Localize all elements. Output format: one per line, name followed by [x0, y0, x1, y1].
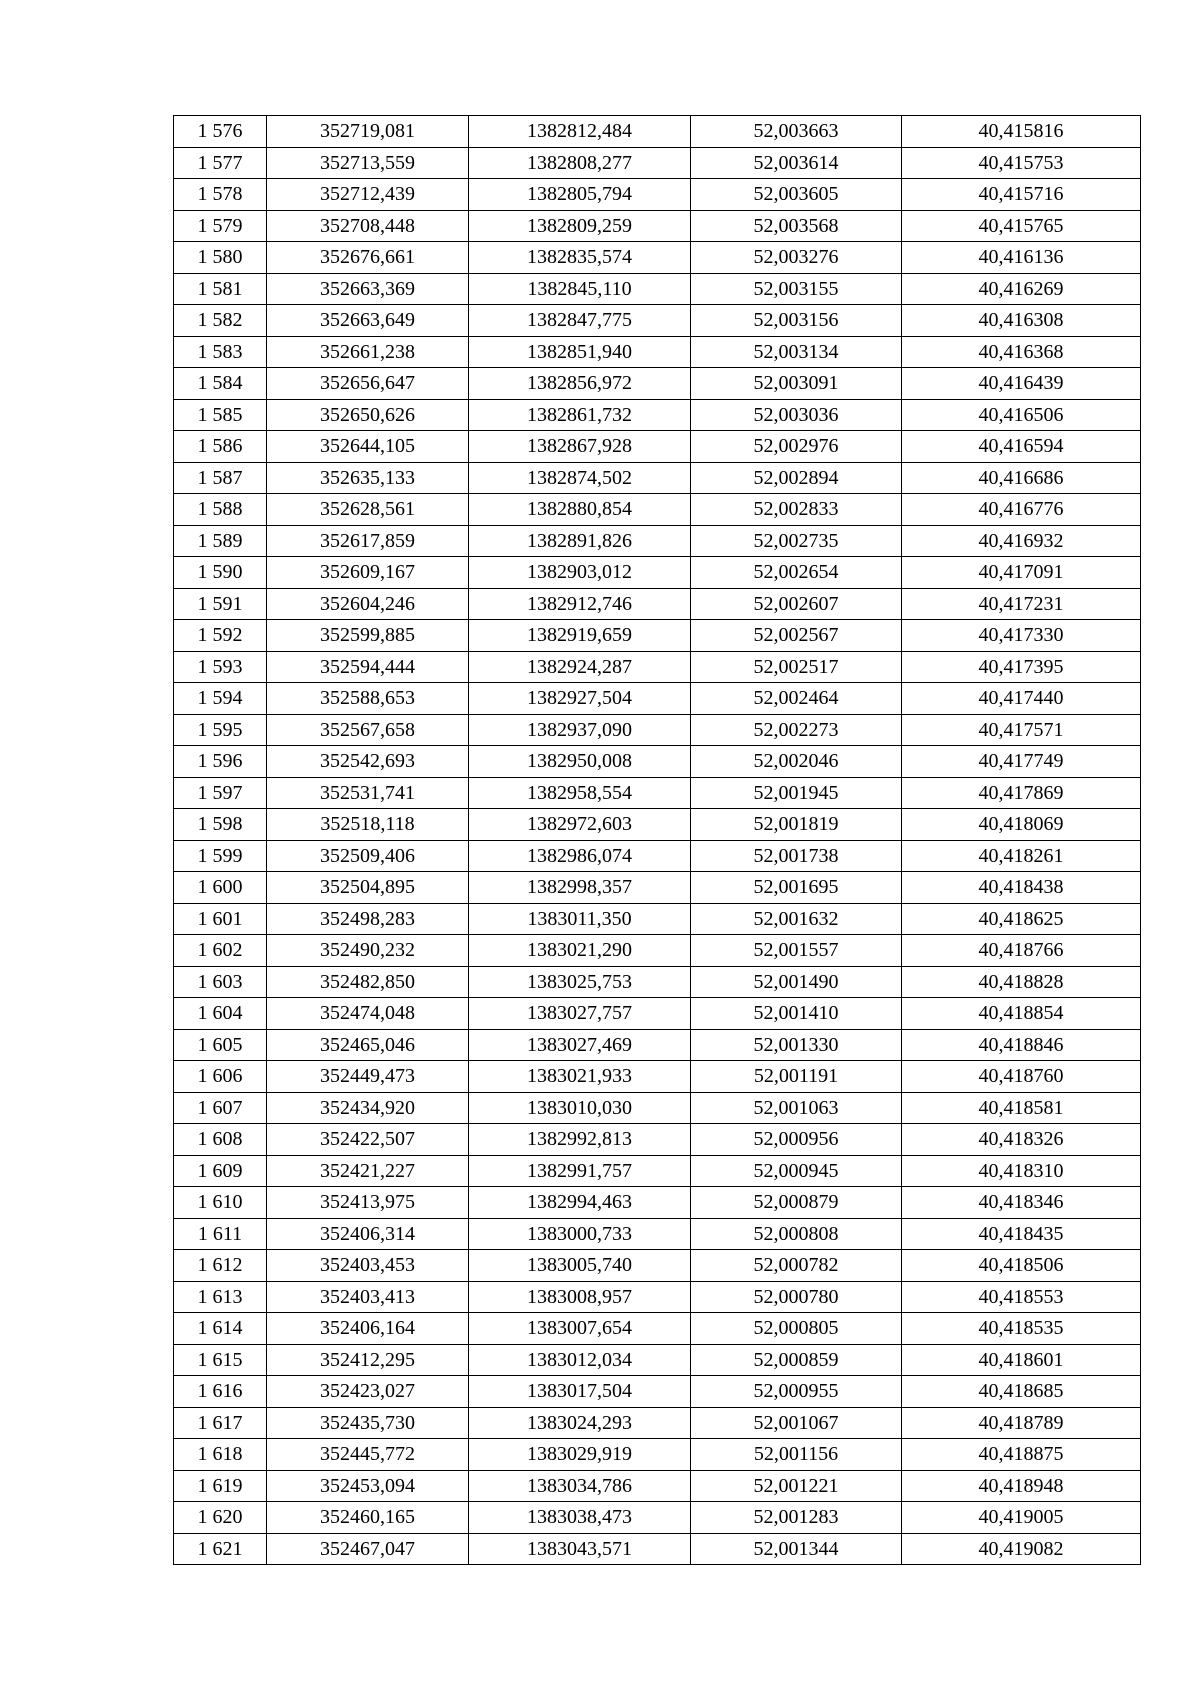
y-coordinate-cell: 1382994,463: [469, 1187, 691, 1219]
point-number-cell: 1 592: [174, 620, 267, 652]
longitude-cell: 40,416136: [902, 242, 1141, 274]
latitude-cell: 52,000859: [691, 1344, 902, 1376]
y-coordinate-cell: 1383027,757: [469, 998, 691, 1030]
y-coordinate-cell: 1382835,574: [469, 242, 691, 274]
latitude-cell: 52,001490: [691, 966, 902, 998]
y-coordinate-cell: 1383038,473: [469, 1502, 691, 1534]
table-row: [174, 210, 1141, 242]
table-row: [174, 1092, 1141, 1124]
longitude-cell: 40,418854: [902, 998, 1141, 1030]
point-number-cell: 1 579: [174, 210, 267, 242]
y-coordinate-cell: 1383005,740: [469, 1250, 691, 1282]
y-coordinate-cell: 1382812,484: [469, 116, 691, 148]
y-coordinate-cell: 1382867,928: [469, 431, 691, 463]
longitude-cell: 40,418828: [902, 966, 1141, 998]
latitude-cell: 52,000780: [691, 1281, 902, 1313]
table-row: [174, 1407, 1141, 1439]
point-number-cell: 1 596: [174, 746, 267, 778]
point-number-cell: 1 605: [174, 1029, 267, 1061]
x-coordinate-cell: 352435,730: [267, 1407, 469, 1439]
y-coordinate-cell: 1382986,074: [469, 840, 691, 872]
x-coordinate-cell: 352542,693: [267, 746, 469, 778]
x-coordinate-cell: 352406,164: [267, 1313, 469, 1345]
longitude-cell: 40,419082: [902, 1533, 1141, 1565]
point-number-cell: 1 578: [174, 179, 267, 211]
longitude-cell: 40,418326: [902, 1124, 1141, 1156]
y-coordinate-cell: 1382845,110: [469, 273, 691, 305]
x-coordinate-cell: 352421,227: [267, 1155, 469, 1187]
latitude-cell: 52,000956: [691, 1124, 902, 1156]
y-coordinate-cell: 1382927,504: [469, 683, 691, 715]
x-coordinate-cell: 352518,118: [267, 809, 469, 841]
point-number-cell: 1 603: [174, 966, 267, 998]
x-coordinate-cell: 352635,133: [267, 462, 469, 494]
point-number-cell: 1 590: [174, 557, 267, 589]
x-coordinate-cell: 352628,561: [267, 494, 469, 526]
x-coordinate-cell: 352712,439: [267, 179, 469, 211]
latitude-cell: 52,001344: [691, 1533, 902, 1565]
x-coordinate-cell: 352467,047: [267, 1533, 469, 1565]
point-number-cell: 1 600: [174, 872, 267, 904]
table-row: [174, 147, 1141, 179]
table-row: [174, 116, 1141, 148]
latitude-cell: 52,002654: [691, 557, 902, 589]
latitude-cell: 52,001632: [691, 903, 902, 935]
y-coordinate-cell: 1383024,293: [469, 1407, 691, 1439]
table-row: [174, 1250, 1141, 1282]
point-number-cell: 1 620: [174, 1502, 267, 1534]
table-row: [174, 620, 1141, 652]
table-row: [174, 179, 1141, 211]
latitude-cell: 52,003276: [691, 242, 902, 274]
latitude-cell: 52,001695: [691, 872, 902, 904]
y-coordinate-cell: 1382912,746: [469, 588, 691, 620]
table-row: [174, 1029, 1141, 1061]
x-coordinate-cell: 352413,975: [267, 1187, 469, 1219]
x-coordinate-cell: 352423,027: [267, 1376, 469, 1408]
longitude-cell: 40,418766: [902, 935, 1141, 967]
longitude-cell: 40,418069: [902, 809, 1141, 841]
longitude-cell: 40,418553: [902, 1281, 1141, 1313]
longitude-cell: 40,417231: [902, 588, 1141, 620]
point-number-cell: 1 585: [174, 399, 267, 431]
latitude-cell: 52,001156: [691, 1439, 902, 1471]
longitude-cell: 40,417330: [902, 620, 1141, 652]
x-coordinate-cell: 352713,559: [267, 147, 469, 179]
latitude-cell: 52,002607: [691, 588, 902, 620]
y-coordinate-cell: 1383021,290: [469, 935, 691, 967]
latitude-cell: 52,003663: [691, 116, 902, 148]
point-number-cell: 1 576: [174, 116, 267, 148]
point-number-cell: 1 587: [174, 462, 267, 494]
latitude-cell: 52,002567: [691, 620, 902, 652]
coordinates-table: [173, 115, 1141, 1565]
y-coordinate-cell: 1382847,775: [469, 305, 691, 337]
table-row: [174, 1344, 1141, 1376]
x-coordinate-cell: 352617,859: [267, 525, 469, 557]
y-coordinate-cell: 1382891,826: [469, 525, 691, 557]
y-coordinate-cell: 1382950,008: [469, 746, 691, 778]
point-number-cell: 1 584: [174, 368, 267, 400]
table-row: [174, 1502, 1141, 1534]
point-number-cell: 1 612: [174, 1250, 267, 1282]
point-number-cell: 1 608: [174, 1124, 267, 1156]
table-row: [174, 525, 1141, 557]
latitude-cell: 52,002976: [691, 431, 902, 463]
y-coordinate-cell: 1382809,259: [469, 210, 691, 242]
y-coordinate-cell: 1383043,571: [469, 1533, 691, 1565]
point-number-cell: 1 599: [174, 840, 267, 872]
table-row: [174, 1470, 1141, 1502]
x-coordinate-cell: 352445,772: [267, 1439, 469, 1471]
y-coordinate-cell: 1382856,972: [469, 368, 691, 400]
longitude-cell: 40,416368: [902, 336, 1141, 368]
longitude-cell: 40,416506: [902, 399, 1141, 431]
longitude-cell: 40,417091: [902, 557, 1141, 589]
table-row: [174, 840, 1141, 872]
x-coordinate-cell: 352509,406: [267, 840, 469, 872]
y-coordinate-cell: 1383008,957: [469, 1281, 691, 1313]
latitude-cell: 52,002464: [691, 683, 902, 715]
coordinates-table-body: [174, 116, 1141, 1565]
y-coordinate-cell: 1383021,933: [469, 1061, 691, 1093]
longitude-cell: 40,418846: [902, 1029, 1141, 1061]
table-row: [174, 1218, 1141, 1250]
point-number-cell: 1 589: [174, 525, 267, 557]
longitude-cell: 40,417395: [902, 651, 1141, 683]
longitude-cell: 40,416269: [902, 273, 1141, 305]
table-row: [174, 746, 1141, 778]
point-number-cell: 1 582: [174, 305, 267, 337]
table-row: [174, 336, 1141, 368]
y-coordinate-cell: 1382805,794: [469, 179, 691, 211]
longitude-cell: 40,418875: [902, 1439, 1141, 1471]
latitude-cell: 52,001945: [691, 777, 902, 809]
latitude-cell: 52,002894: [691, 462, 902, 494]
table-row: [174, 1124, 1141, 1156]
table-row: [174, 1313, 1141, 1345]
table-row: [174, 588, 1141, 620]
y-coordinate-cell: 1382958,554: [469, 777, 691, 809]
table-row: [174, 305, 1141, 337]
x-coordinate-cell: 352403,413: [267, 1281, 469, 1313]
point-number-cell: 1 591: [174, 588, 267, 620]
point-number-cell: 1 610: [174, 1187, 267, 1219]
y-coordinate-cell: 1382972,603: [469, 809, 691, 841]
x-coordinate-cell: 352676,661: [267, 242, 469, 274]
latitude-cell: 52,001819: [691, 809, 902, 841]
table-row: [174, 399, 1141, 431]
table-row: [174, 242, 1141, 274]
y-coordinate-cell: 1383007,654: [469, 1313, 691, 1345]
x-coordinate-cell: 352567,658: [267, 714, 469, 746]
latitude-cell: 52,000782: [691, 1250, 902, 1282]
table-row: [174, 872, 1141, 904]
y-coordinate-cell: 1382919,659: [469, 620, 691, 652]
x-coordinate-cell: 352599,885: [267, 620, 469, 652]
latitude-cell: 52,000945: [691, 1155, 902, 1187]
longitude-cell: 40,417571: [902, 714, 1141, 746]
x-coordinate-cell: 352650,626: [267, 399, 469, 431]
y-coordinate-cell: 1382937,090: [469, 714, 691, 746]
latitude-cell: 52,003605: [691, 179, 902, 211]
point-number-cell: 1 609: [174, 1155, 267, 1187]
longitude-cell: 40,418601: [902, 1344, 1141, 1376]
y-coordinate-cell: 1382851,940: [469, 336, 691, 368]
latitude-cell: 52,002273: [691, 714, 902, 746]
point-number-cell: 1 595: [174, 714, 267, 746]
latitude-cell: 52,003156: [691, 305, 902, 337]
y-coordinate-cell: 1383012,034: [469, 1344, 691, 1376]
latitude-cell: 52,000805: [691, 1313, 902, 1345]
y-coordinate-cell: 1383034,786: [469, 1470, 691, 1502]
longitude-cell: 40,415753: [902, 147, 1141, 179]
point-number-cell: 1 580: [174, 242, 267, 274]
longitude-cell: 40,416439: [902, 368, 1141, 400]
y-coordinate-cell: 1382903,012: [469, 557, 691, 589]
point-number-cell: 1 617: [174, 1407, 267, 1439]
point-number-cell: 1 606: [174, 1061, 267, 1093]
x-coordinate-cell: 352708,448: [267, 210, 469, 242]
latitude-cell: 52,001738: [691, 840, 902, 872]
x-coordinate-cell: 352594,444: [267, 651, 469, 683]
latitude-cell: 52,002735: [691, 525, 902, 557]
table-row: [174, 1187, 1141, 1219]
point-number-cell: 1 583: [174, 336, 267, 368]
x-coordinate-cell: 352412,295: [267, 1344, 469, 1376]
x-coordinate-cell: 352474,048: [267, 998, 469, 1030]
point-number-cell: 1 581: [174, 273, 267, 305]
x-coordinate-cell: 352719,081: [267, 116, 469, 148]
latitude-cell: 52,003091: [691, 368, 902, 400]
latitude-cell: 52,001067: [691, 1407, 902, 1439]
latitude-cell: 52,001221: [691, 1470, 902, 1502]
longitude-cell: 40,418435: [902, 1218, 1141, 1250]
longitude-cell: 40,417749: [902, 746, 1141, 778]
longitude-cell: 40,415716: [902, 179, 1141, 211]
table-row: [174, 651, 1141, 683]
latitude-cell: 52,001557: [691, 935, 902, 967]
y-coordinate-cell: 1383011,350: [469, 903, 691, 935]
latitude-cell: 52,000808: [691, 1218, 902, 1250]
latitude-cell: 52,002046: [691, 746, 902, 778]
x-coordinate-cell: 352644,105: [267, 431, 469, 463]
table-row: [174, 431, 1141, 463]
y-coordinate-cell: 1382880,854: [469, 494, 691, 526]
longitude-cell: 40,418535: [902, 1313, 1141, 1345]
table-row: [174, 1533, 1141, 1565]
table-row: [174, 273, 1141, 305]
latitude-cell: 52,003155: [691, 273, 902, 305]
longitude-cell: 40,416932: [902, 525, 1141, 557]
latitude-cell: 52,002833: [691, 494, 902, 526]
longitude-cell: 40,418438: [902, 872, 1141, 904]
longitude-cell: 40,419005: [902, 1502, 1141, 1534]
latitude-cell: 52,001191: [691, 1061, 902, 1093]
latitude-cell: 52,001063: [691, 1092, 902, 1124]
point-number-cell: 1 604: [174, 998, 267, 1030]
table-row: [174, 714, 1141, 746]
y-coordinate-cell: 1383017,504: [469, 1376, 691, 1408]
latitude-cell: 52,001283: [691, 1502, 902, 1534]
longitude-cell: 40,416308: [902, 305, 1141, 337]
table-row: [174, 1439, 1141, 1471]
x-coordinate-cell: 352422,507: [267, 1124, 469, 1156]
y-coordinate-cell: 1382924,287: [469, 651, 691, 683]
longitude-cell: 40,418625: [902, 903, 1141, 935]
point-number-cell: 1 598: [174, 809, 267, 841]
y-coordinate-cell: 1382874,502: [469, 462, 691, 494]
longitude-cell: 40,418685: [902, 1376, 1141, 1408]
point-number-cell: 1 601: [174, 903, 267, 935]
longitude-cell: 40,418948: [902, 1470, 1141, 1502]
x-coordinate-cell: 352498,283: [267, 903, 469, 935]
point-number-cell: 1 614: [174, 1313, 267, 1345]
latitude-cell: 52,000879: [691, 1187, 902, 1219]
table-row: [174, 777, 1141, 809]
y-coordinate-cell: 1383010,030: [469, 1092, 691, 1124]
point-number-cell: 1 602: [174, 935, 267, 967]
point-number-cell: 1 619: [174, 1470, 267, 1502]
x-coordinate-cell: 352406,314: [267, 1218, 469, 1250]
x-coordinate-cell: 352434,920: [267, 1092, 469, 1124]
y-coordinate-cell: 1382861,732: [469, 399, 691, 431]
point-number-cell: 1 594: [174, 683, 267, 715]
y-coordinate-cell: 1383027,469: [469, 1029, 691, 1061]
longitude-cell: 40,417869: [902, 777, 1141, 809]
x-coordinate-cell: 352504,895: [267, 872, 469, 904]
point-number-cell: 1 593: [174, 651, 267, 683]
table-row: [174, 903, 1141, 935]
y-coordinate-cell: 1382992,813: [469, 1124, 691, 1156]
x-coordinate-cell: 352460,165: [267, 1502, 469, 1534]
x-coordinate-cell: 352663,649: [267, 305, 469, 337]
x-coordinate-cell: 352531,741: [267, 777, 469, 809]
point-number-cell: 1 615: [174, 1344, 267, 1376]
point-number-cell: 1 597: [174, 777, 267, 809]
y-coordinate-cell: 1382998,357: [469, 872, 691, 904]
table-row: [174, 494, 1141, 526]
y-coordinate-cell: 1383025,753: [469, 966, 691, 998]
latitude-cell: 52,003134: [691, 336, 902, 368]
table-row: [174, 998, 1141, 1030]
x-coordinate-cell: 352403,453: [267, 1250, 469, 1282]
x-coordinate-cell: 352661,238: [267, 336, 469, 368]
x-coordinate-cell: 352449,473: [267, 1061, 469, 1093]
longitude-cell: 40,418346: [902, 1187, 1141, 1219]
table-row: [174, 1281, 1141, 1313]
x-coordinate-cell: 352482,850: [267, 966, 469, 998]
point-number-cell: 1 588: [174, 494, 267, 526]
point-number-cell: 1 613: [174, 1281, 267, 1313]
longitude-cell: 40,418506: [902, 1250, 1141, 1282]
x-coordinate-cell: 352609,167: [267, 557, 469, 589]
table-row: [174, 1376, 1141, 1408]
y-coordinate-cell: 1382808,277: [469, 147, 691, 179]
latitude-cell: 52,001330: [691, 1029, 902, 1061]
longitude-cell: 40,416686: [902, 462, 1141, 494]
y-coordinate-cell: 1383029,919: [469, 1439, 691, 1471]
latitude-cell: 52,000955: [691, 1376, 902, 1408]
x-coordinate-cell: 352465,046: [267, 1029, 469, 1061]
point-number-cell: 1 586: [174, 431, 267, 463]
table-row: [174, 683, 1141, 715]
point-number-cell: 1 621: [174, 1533, 267, 1565]
x-coordinate-cell: 352656,647: [267, 368, 469, 400]
latitude-cell: 52,002517: [691, 651, 902, 683]
x-coordinate-cell: 352604,246: [267, 588, 469, 620]
table-row: [174, 557, 1141, 589]
longitude-cell: 40,416594: [902, 431, 1141, 463]
latitude-cell: 52,001410: [691, 998, 902, 1030]
y-coordinate-cell: 1383000,733: [469, 1218, 691, 1250]
x-coordinate-cell: 352663,369: [267, 273, 469, 305]
x-coordinate-cell: 352490,232: [267, 935, 469, 967]
longitude-cell: 40,418310: [902, 1155, 1141, 1187]
y-coordinate-cell: 1382991,757: [469, 1155, 691, 1187]
table-row: [174, 935, 1141, 967]
table-row: [174, 966, 1141, 998]
longitude-cell: 40,418261: [902, 840, 1141, 872]
latitude-cell: 52,003568: [691, 210, 902, 242]
longitude-cell: 40,417440: [902, 683, 1141, 715]
point-number-cell: 1 611: [174, 1218, 267, 1250]
x-coordinate-cell: 352453,094: [267, 1470, 469, 1502]
table-row: [174, 368, 1141, 400]
longitude-cell: 40,415765: [902, 210, 1141, 242]
table-row: [174, 1061, 1141, 1093]
table-row: [174, 1155, 1141, 1187]
table-row: [174, 809, 1141, 841]
point-number-cell: 1 577: [174, 147, 267, 179]
longitude-cell: 40,418789: [902, 1407, 1141, 1439]
longitude-cell: 40,418581: [902, 1092, 1141, 1124]
longitude-cell: 40,416776: [902, 494, 1141, 526]
point-number-cell: 1 618: [174, 1439, 267, 1471]
x-coordinate-cell: 352588,653: [267, 683, 469, 715]
longitude-cell: 40,415816: [902, 116, 1141, 148]
longitude-cell: 40,418760: [902, 1061, 1141, 1093]
point-number-cell: 1 616: [174, 1376, 267, 1408]
latitude-cell: 52,003036: [691, 399, 902, 431]
latitude-cell: 52,003614: [691, 147, 902, 179]
table-row: [174, 462, 1141, 494]
point-number-cell: 1 607: [174, 1092, 267, 1124]
